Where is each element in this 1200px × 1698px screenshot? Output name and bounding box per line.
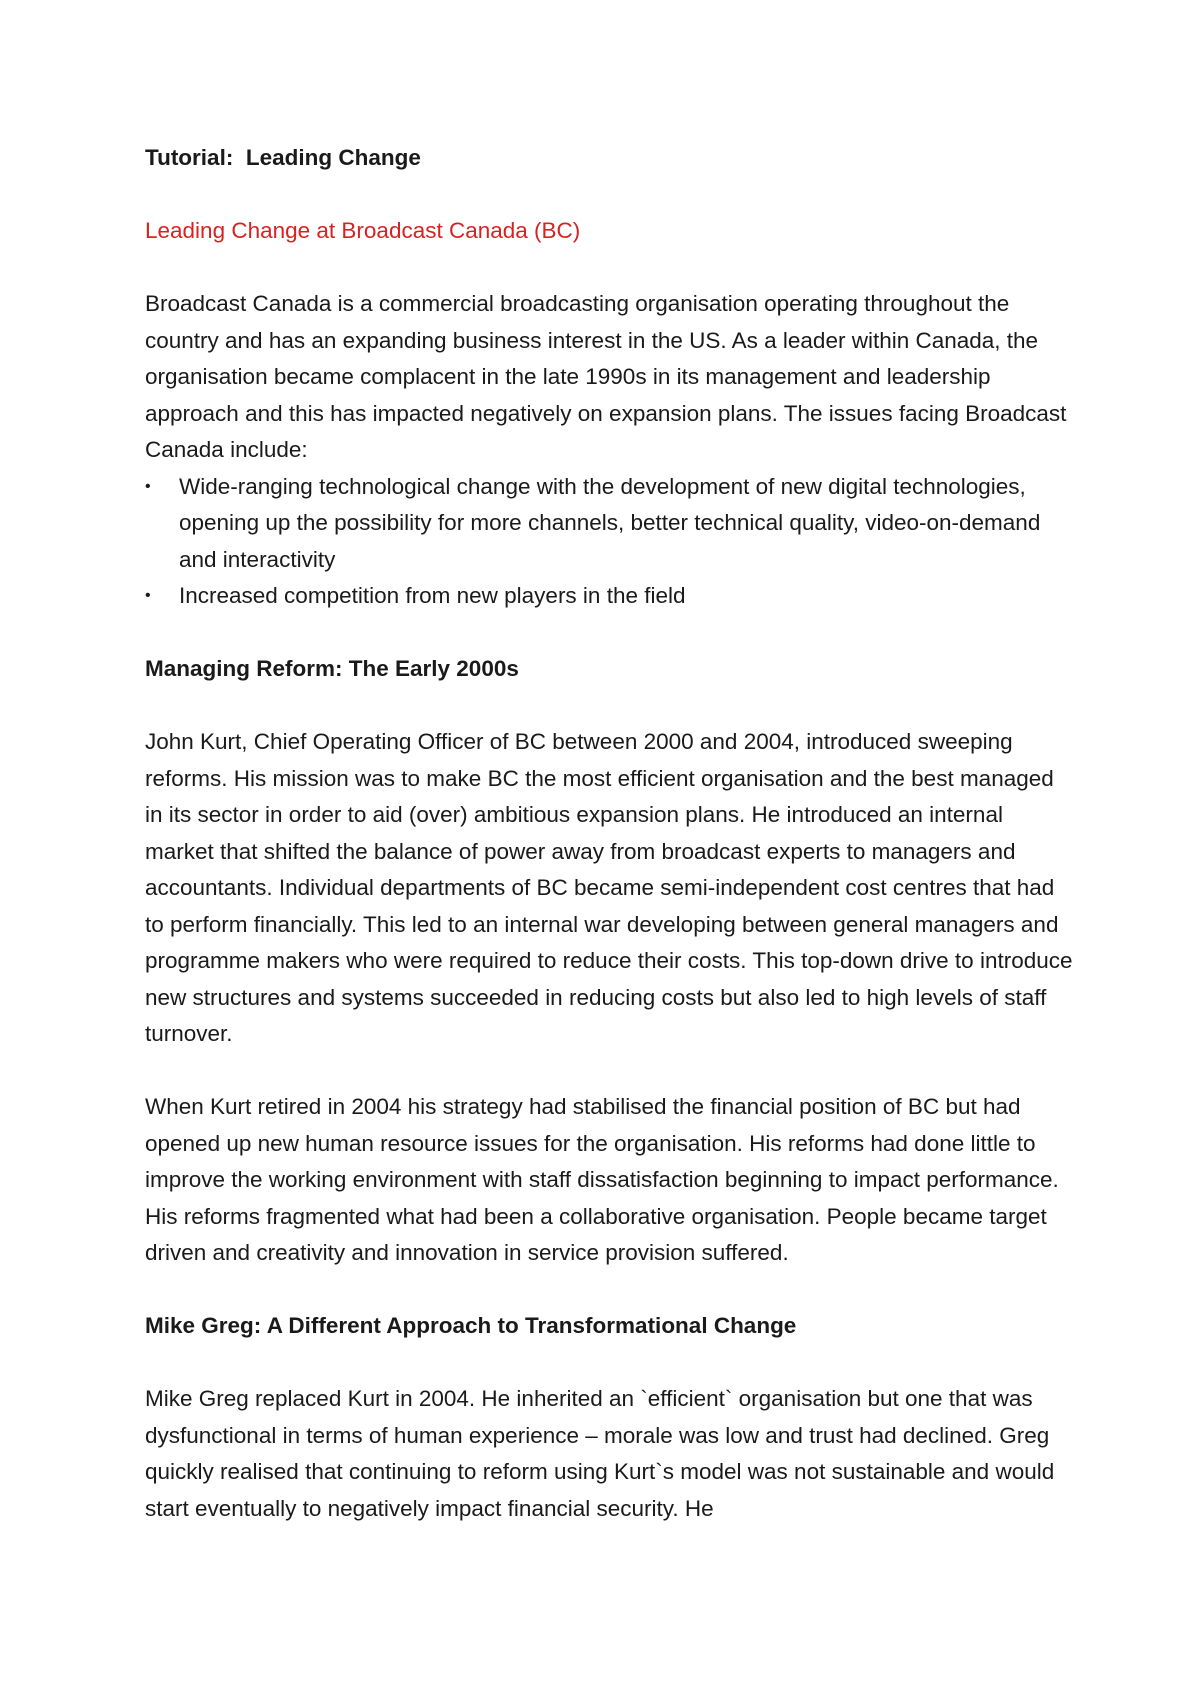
paragraph-greg-approach: Mike Greg replaced Kurt in 2004. He inherited an `efficient` organisation but one that was dysfunctional in terms of human experience – morale was low and trust had declined. Greg quickly realised that continuing to reform using Kurt`s model was not sustainable and would start eventually to negatively impact financial security. He	[145, 1386, 1055, 1521]
paragraph-kurt-retirement: When Kurt retired in 2004 his strategy had stabilised the financial position of BC but had opened up new human resource issues for the organisation. His reforms had done little to improve the working environment with staff dissatisfaction beginning to impact performance. His reforms fragmented what had been a collaborative organisation. People became target driven and creativity and innovation in service provision suffered.	[145, 1094, 1059, 1265]
list-item-text: Wide-ranging technological change with the development of new digital technologies, opening up the possibility for more channels, better technical quality, video-on-demand and interactivity	[179, 473, 1041, 572]
issues-list	[145, 469, 1075, 615]
paragraph-kurt-reforms: John Kurt, Chief Operating Officer of BC between 2000 and 2004, introduced sweeping reforms. His mission was to make BC the most efficient organisation and the best managed in its sector in order to aid (over) ambitious expansion plans. He introduced an internal market that shifted the balance of power away from broadcast experts to managers and accountants. Individual departments of BC became semi-independent cost centres that had to perform financially. This led to an internal war developing between general managers and programme makers who were required to reduce their costs. This top-down drive to introduce new structures and systems succeeded in reducing costs but also led to high levels of staff turnover.	[145, 729, 1073, 1046]
section-heading-mike-greg: Mike Greg: A Different Approach to Transformational Change	[145, 1313, 797, 1338]
document-title: Tutorial: Leading Change	[145, 145, 421, 170]
document-page	[145, 140, 1075, 1564]
document-subtitle: Leading Change at Broadcast Canada (BC)	[145, 218, 581, 243]
list-item	[145, 469, 1075, 579]
bullet-icon: •	[145, 477, 151, 495]
list-item	[145, 578, 1075, 615]
list-item-text: Increased competition from new players in the field	[179, 583, 686, 608]
bullet-icon: •	[145, 587, 151, 604]
intro-paragraph: Broadcast Canada is a commercial broadcasting organisation operating throughout the country and has an expanding business interest in the US. As a leader within Canada, the organisation became complacent in the late 1990s in its management and leadership approach and this has impacted negatively on expansion plans. The issues facing Broadcast Canada include:	[145, 291, 1067, 462]
section-heading-managing-reform: Managing Reform: The Early 2000s	[145, 656, 519, 681]
